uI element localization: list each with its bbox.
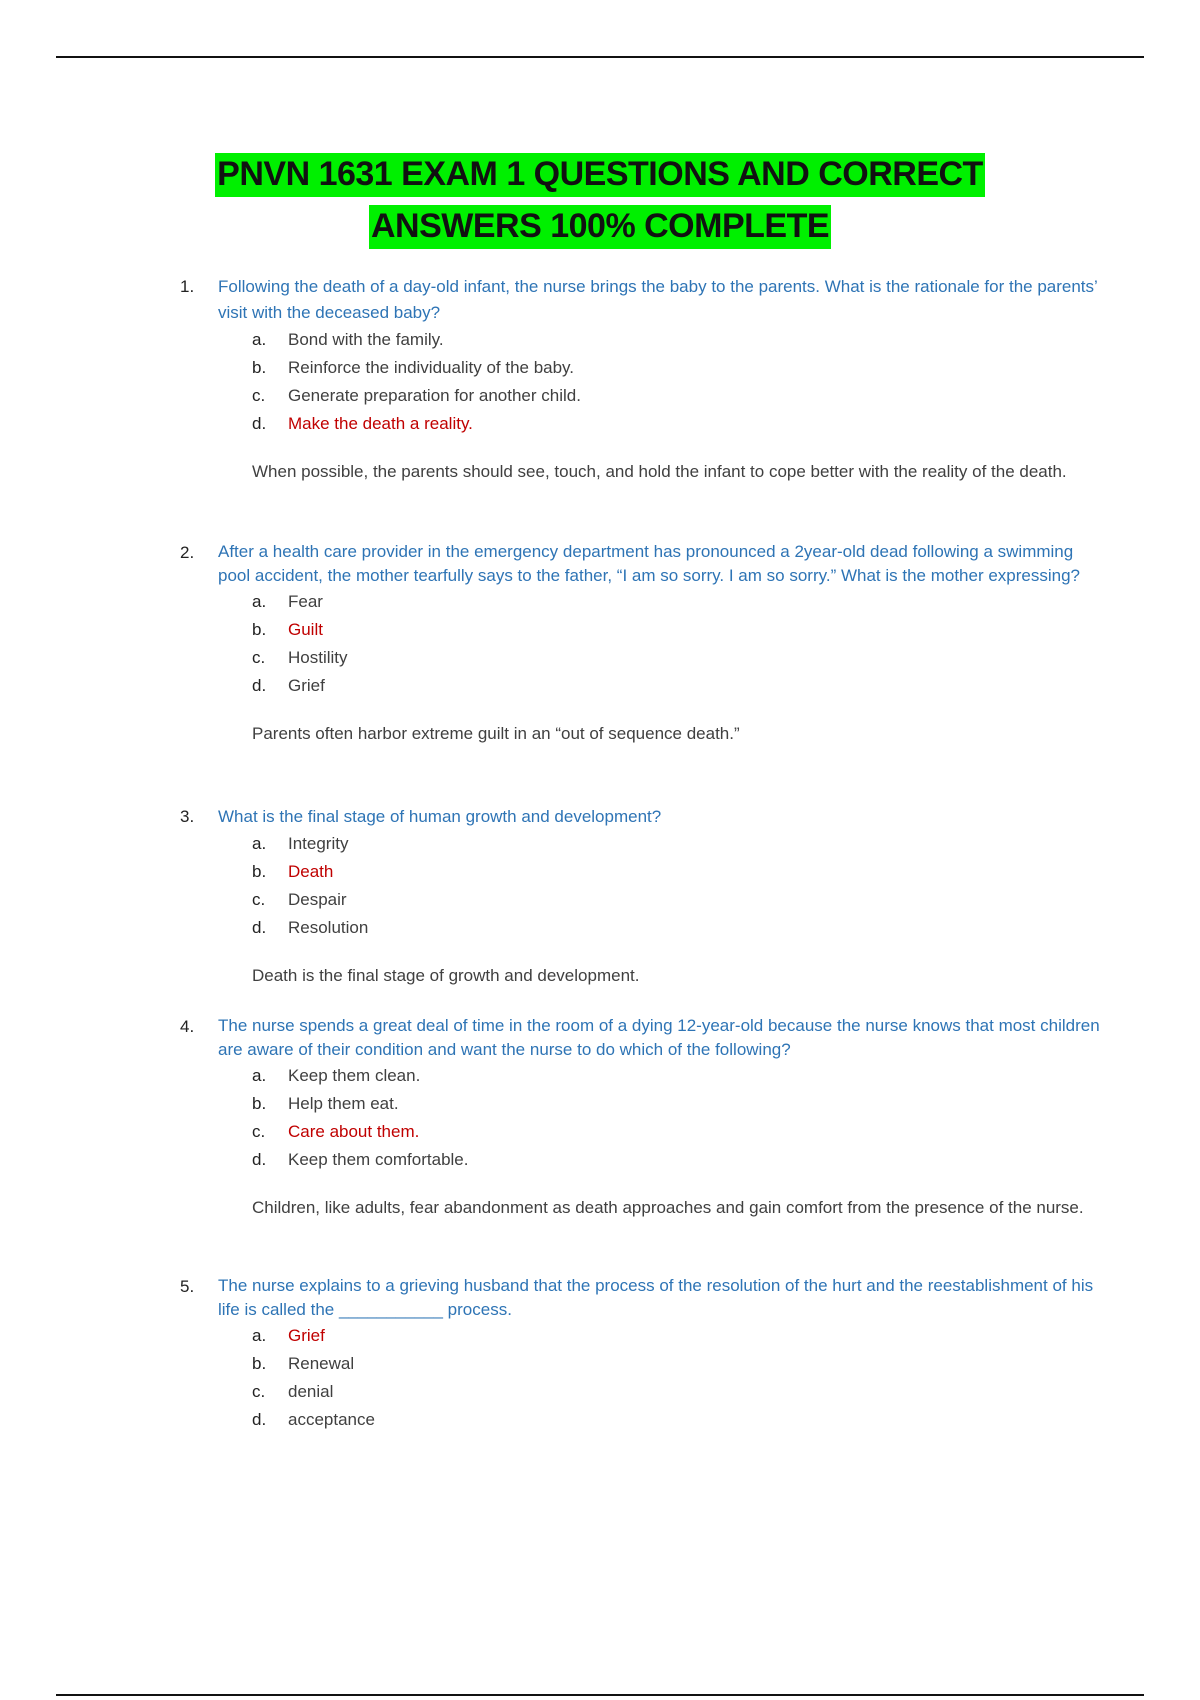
option-letter: d. (252, 414, 267, 433)
option-letter: c. (252, 648, 266, 667)
option-text: Renewal (288, 1354, 355, 1373)
answer-options (252, 1322, 1100, 1434)
answer-option (252, 1146, 1100, 1174)
answer-option (252, 354, 1100, 382)
option-letter: a. (252, 834, 267, 853)
correct-answer-text: Guilt (288, 620, 323, 639)
correct-answer-text: Make the death a reality. (288, 414, 473, 433)
option-text: Bond with the family. (288, 330, 444, 349)
answer-option-correct (252, 410, 1100, 438)
option-letter: c. (252, 890, 266, 909)
answer-options (252, 326, 1100, 438)
title-line-1: PNVN 1631 EXAM 1 QUESTIONS AND CORRECT (215, 153, 985, 197)
option-letter: a. (252, 592, 267, 611)
answer-option (252, 588, 1100, 616)
option-text: Despair (288, 890, 347, 909)
correct-answer-text: Care about them. (288, 1122, 420, 1141)
answer-option (252, 1062, 1100, 1090)
option-letter: a. (252, 330, 267, 349)
option-letter: b. (252, 1094, 267, 1113)
option-text: Fear (288, 592, 323, 611)
answer-option-correct (252, 858, 1100, 886)
question-text: The nurse spends a great deal of time in the room of a dying 12-year-old because the nurse knows that most children are aware of their condition and want the nurse to do which of the following? (218, 1016, 1100, 1059)
answer-option-correct (252, 1322, 1100, 1350)
option-text: Hostility (288, 648, 348, 667)
header-rule (56, 56, 1144, 58)
option-letter: a. (252, 1066, 267, 1085)
option-letter: d. (252, 676, 267, 695)
question-4 (180, 1014, 1100, 1222)
correct-answer-text: Death (288, 862, 334, 881)
question-number: 1. (180, 277, 195, 296)
answer-option (252, 1350, 1100, 1378)
option-letter: c. (252, 1122, 266, 1141)
answer-option (252, 1406, 1100, 1434)
option-text: acceptance (288, 1410, 375, 1429)
question-text: Following the death of a day-old infant, the nurse brings the baby to the parents. What is the rationale for the parents’ visit with the deceased baby? (218, 277, 1098, 322)
question-number: 5. (180, 1277, 195, 1296)
answer-rationale: Death is the final stage of growth and development. (252, 966, 640, 985)
option-letter: c. (252, 386, 266, 405)
correct-answer-text: Grief (288, 1326, 325, 1345)
question-2 (180, 540, 1100, 748)
answer-option (252, 672, 1100, 700)
option-letter: b. (252, 862, 267, 881)
answer-option (252, 830, 1100, 858)
option-letter: b. (252, 358, 267, 377)
question-text: The nurse explains to a grieving husband that the process of the resolution of the hurt and the reestablishment of his life is called the ___________ process. (218, 1276, 1094, 1319)
option-text: Generate preparation for another child. (288, 386, 581, 405)
answer-option (252, 382, 1100, 410)
option-text: Keep them comfortable. (288, 1150, 469, 1169)
answer-rationale: Parents often harbor extreme guilt in an “out of sequence death.” (252, 724, 740, 743)
answer-options (252, 588, 1100, 700)
option-text: Resolution (288, 918, 369, 937)
option-letter: c. (252, 1382, 266, 1401)
answer-option-correct (252, 1118, 1100, 1146)
answer-option-correct (252, 616, 1100, 644)
question-number: 4. (180, 1017, 195, 1036)
option-letter: d. (252, 918, 267, 937)
question-text: After a health care provider in the emergency department has pronounced a 2year-old dead following a swimming pool accident, the mother tearfully says to the father, “I am so sorry. I am so sorry.” What is the mother expressing? (218, 542, 1081, 585)
question-1 (180, 274, 1100, 486)
document-title (0, 148, 1200, 252)
option-letter: b. (252, 1354, 267, 1373)
answer-option (252, 644, 1100, 672)
question-text: What is the final stage of human growth and development? (218, 807, 662, 826)
option-text: Grief (288, 676, 325, 695)
option-text: Help them eat. (288, 1094, 399, 1113)
answer-rationale: Children, like adults, fear abandonment as death approaches and gain comfort from the presence of the nurse. (252, 1198, 1084, 1217)
answer-option (252, 1378, 1100, 1406)
question-number: 2. (180, 543, 195, 562)
footer-rule (56, 1694, 1144, 1696)
option-letter: d. (252, 1150, 267, 1169)
option-text: Integrity (288, 834, 349, 853)
answer-option (252, 914, 1100, 942)
title-line-2: ANSWERS 100% COMPLETE (369, 205, 831, 249)
option-text: denial (288, 1382, 334, 1401)
option-text: Keep them clean. (288, 1066, 421, 1085)
answer-options (252, 830, 1100, 942)
answer-option (252, 326, 1100, 354)
answer-option (252, 1090, 1100, 1118)
answer-rationale: When possible, the parents should see, touch, and hold the infant to cope better with the reality of the death. (252, 462, 1067, 481)
option-text: Reinforce the individuality of the baby. (288, 358, 575, 377)
question-5 (180, 1274, 1100, 1450)
option-letter: b. (252, 620, 267, 639)
question-number: 3. (180, 807, 195, 826)
option-letter: a. (252, 1326, 267, 1345)
answer-option (252, 886, 1100, 914)
option-letter: d. (252, 1410, 267, 1429)
answer-options (252, 1062, 1100, 1174)
question-3 (180, 804, 1100, 990)
